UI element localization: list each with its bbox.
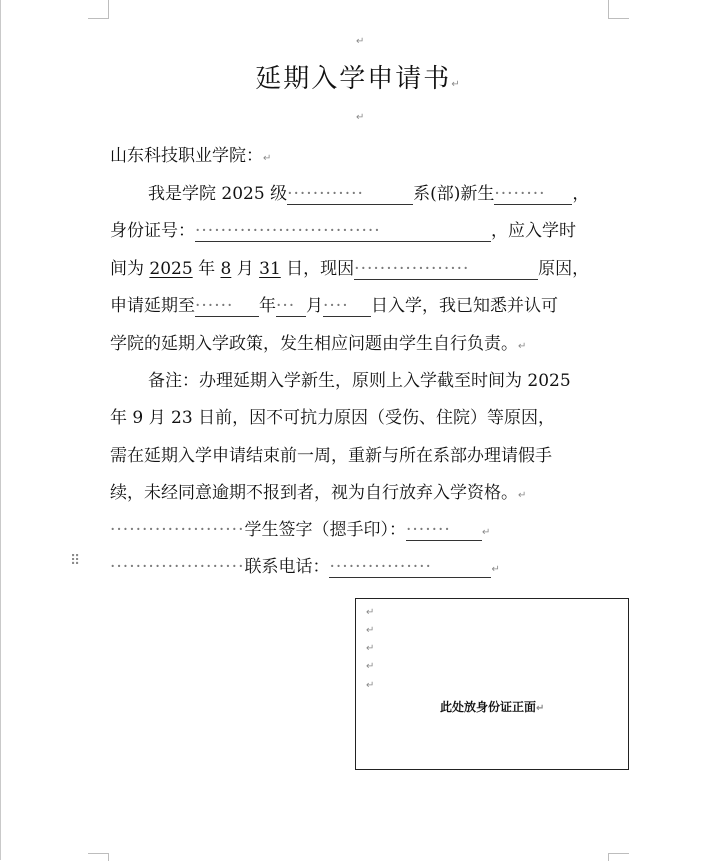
comma-text: ， [572,184,590,204]
student-name-blank[interactable]: ········ [494,184,572,205]
year-unit-text: 年 [192,259,221,279]
title-text: 延期入学申请书 [255,64,452,94]
phone-label: 联系电话： [244,557,330,577]
paragraph-mark-icon: ↵ [491,564,500,575]
paragraph1-line1[interactable] [148,179,589,205]
paragraph-mark-icon: ↵ [366,607,375,618]
signature-line[interactable] [110,515,490,541]
enroll-time-text: ，应入学时 [491,221,576,241]
crop-mark-top-left [88,0,109,19]
salutation-line[interactable] [110,141,271,166]
delay-day-blank[interactable]: ···· [323,296,371,317]
phone-line[interactable] [110,552,500,578]
delay-month-blank[interactable]: ··· [276,296,306,317]
delay-month-unit: 月 [306,296,323,316]
id-card-caption-text: 此处放身份证正面 [440,700,537,714]
note-line3[interactable] [110,441,552,466]
phone-leader-dots: ····················· [110,557,245,577]
delay-year-unit: 年 [259,296,276,316]
id-number-label: 身份证号： [110,221,195,241]
signature-blank[interactable]: ······· [406,520,482,541]
drag-handle-icon[interactable]: ⠿ [70,553,81,569]
intro-text: 我是学院 2025 级 [148,184,288,204]
delay-prefix-text: 申请延期至 [110,296,195,316]
paragraph-mark-icon: ↵ [481,527,491,538]
note-line2[interactable] [110,403,555,428]
reason-suffix-text: 原因， [538,259,590,279]
paragraph1-line5[interactable] [110,329,526,354]
delay-year-blank[interactable]: ······ [195,296,259,317]
paragraph-mark-icon: ↵ [518,341,527,352]
department-suffix-text: 系(部)新生 [413,184,495,204]
page-left-edge [0,0,1,860]
paragraph-mark-icon: ↵ [263,153,272,164]
paragraph-mark-icon: ↵ [366,625,375,636]
month-unit-text: 月 [231,259,260,279]
id-number-blank[interactable]: ····························· [195,221,491,242]
paragraph-mark-icon: ↵ [366,643,375,654]
paragraph-mark-icon: ↵ [451,79,462,90]
enroll-month-value[interactable]: 8 [220,259,232,279]
enroll-day-value[interactable]: 31 [259,259,281,279]
reason-blank[interactable]: ·················· [354,259,538,280]
note-text-1: 备注：办理延期入学新生，原则上入学截至时间为 2025 [148,371,571,391]
paragraph1-line3[interactable] [110,254,589,280]
paragraph-mark-icon: ↵ [356,36,365,47]
paragraph-mark-icon: ↵ [518,490,527,501]
paragraph-mark-icon: ↵ [366,680,375,691]
paragraph1-line2[interactable] [110,216,576,242]
time-prefix-text: 间为 [110,259,150,279]
note-text-4: 续，未经同意逾期不报到者，视为自行放弃入学资格。 [110,483,518,503]
crop-mark-top-right [608,0,629,19]
enroll-year-value[interactable]: 2025 [149,259,193,279]
note-text-3: 需在延期入学申请结束前一周，重新与所在系部办理请假手 [110,446,552,466]
note-text-2: 年 9 月 23 日前，因不可抗力原因（受伤、住院）等原因， [110,408,556,428]
paragraph-mark-icon: ↵ [536,703,545,714]
signature-leader-dots: ····················· [110,520,245,540]
department-blank[interactable]: ············ [287,184,413,205]
delay-suffix-text: 日入学，我已知悉并认可 [371,296,558,316]
signature-label: 学生签字（摁手印）： [244,520,406,540]
id-card-caption [440,698,544,715]
reason-prefix-text: 日，现因 [280,259,355,279]
policy-text: 学院的延期入学政策，发生相应问题由学生自行负责。 [110,334,518,354]
note-line1[interactable] [148,366,571,391]
id-card-photo-box[interactable] [355,598,629,770]
phone-blank[interactable]: ················ [329,557,491,578]
document-title[interactable] [0,58,717,95]
paragraph-mark-icon: ↵ [356,112,365,123]
paragraph1-line4[interactable] [110,291,558,317]
paragraph-mark-icon: ↵ [366,661,375,672]
note-line4[interactable] [110,478,526,503]
salutation-text: 山东科技职业学院： [110,146,263,166]
